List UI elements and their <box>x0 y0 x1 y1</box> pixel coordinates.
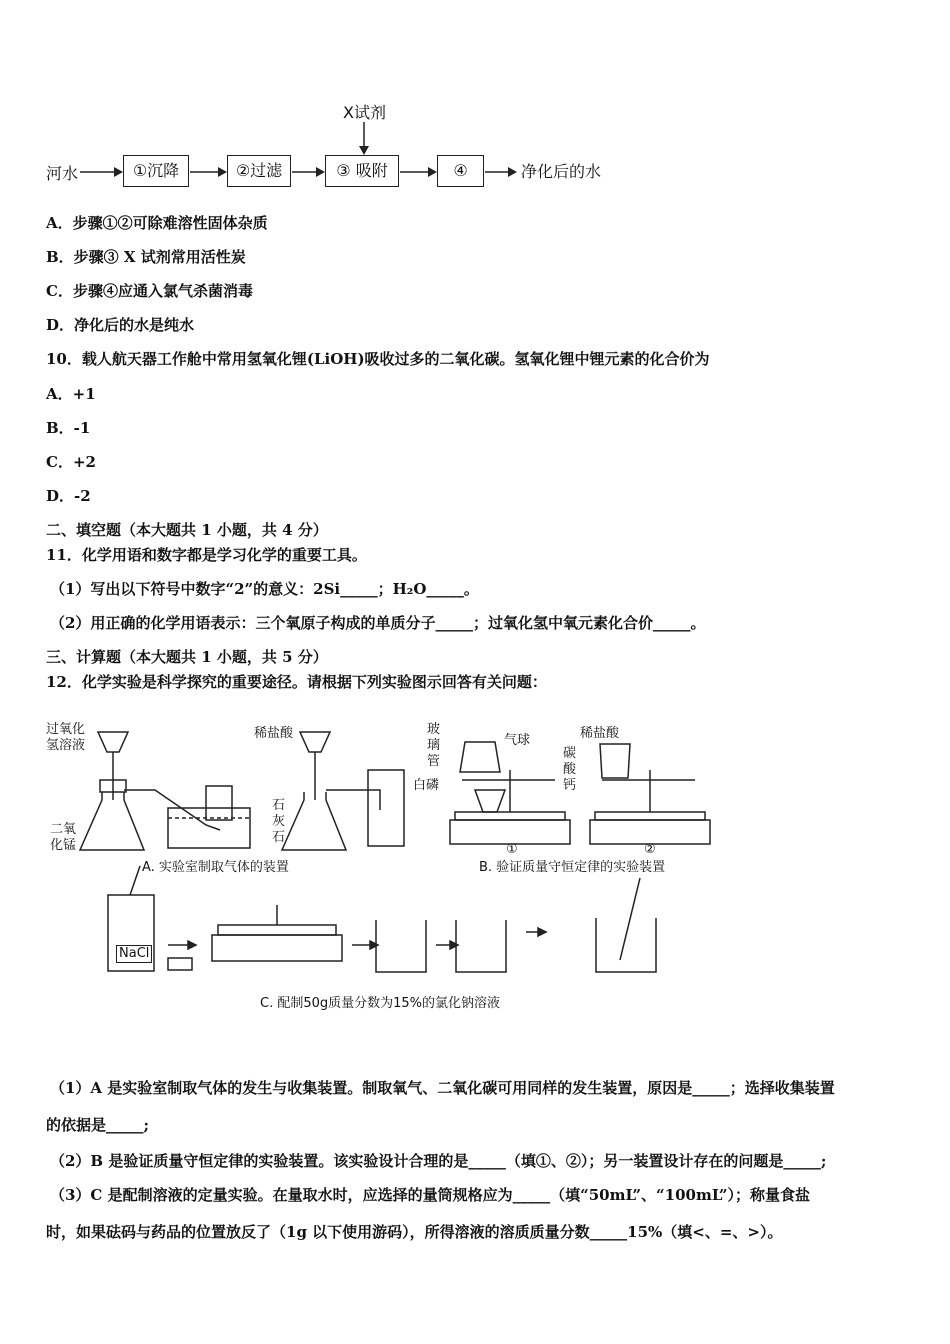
q10-option-d: D．-2 <box>46 487 91 505</box>
q10-option-b: B．-1 <box>46 419 91 437</box>
caption-b: B. 验证质量守恒定律的实验装置 <box>479 860 666 875</box>
flow-step-2: ②过滤 <box>227 155 291 187</box>
label-balloon: 气球 <box>504 733 531 748</box>
separatory-funnel <box>98 732 128 752</box>
beaker-c1 <box>376 920 426 972</box>
q9-option-a: A．步骤①②可除难溶性固体杂质 <box>46 214 268 232</box>
gas-bottle <box>206 786 232 820</box>
q12-stem: 12．化学实验是科学探究的重要途径。请根据下列实验图示回答有关问题： <box>46 673 547 691</box>
label-nacl: NaCl <box>116 945 152 963</box>
q11-part-2: （2）用正确的化学用语表示：三个氧原子构成的单质分子_____；过氧化氢中氧元素化合价_____。 <box>50 614 706 632</box>
water-trough <box>168 808 250 848</box>
collection-bottle <box>368 770 404 846</box>
label-white-phosphorus: 白磷 <box>413 778 440 793</box>
flow-source: 河水 <box>46 164 79 183</box>
label-b-circled-1: ① <box>506 842 518 857</box>
section-2-heading: 二、填空题（本大题共 1 小题，共 4 分） <box>46 521 328 539</box>
caption-a: A. 实验室制取气体的装置 <box>142 860 289 875</box>
label-glass-tube: 玻璃管 <box>427 722 441 769</box>
q12-part-1b: 的依据是_____; <box>46 1116 150 1134</box>
flow-step-4: ④ <box>437 155 484 187</box>
label-limestone: 石灰石 <box>272 798 286 845</box>
flow-step-1: ①沉降 <box>123 155 189 187</box>
q11-part-1: （1）写出以下符号中数字“2”的意义：2Si_____；H₂O_____。 <box>50 580 479 598</box>
label-b-circled-2: ② <box>644 842 656 857</box>
q11-stem: 11．化学用语和数字都是学习化学的重要工具。 <box>46 546 367 564</box>
q12-part-3b: 时，如果砝码与药品的位置放反了（1g 以下使用游码），所得溶液的溶质质量分数_____15%（填<、=、>）。 <box>46 1223 783 1241</box>
q12-part-2: （2）B 是验证质量守恒定律的实验装置。该实验设计合理的是_____（填①、②）；另一装置设计存在的问题是_____; <box>50 1152 827 1170</box>
q10-option-c: C．+2 <box>46 453 96 471</box>
flow-result: 净化后的水 <box>521 162 602 181</box>
label-hydrochloric-acid-a: 稀盐酸 <box>254 726 294 741</box>
q10-option-a: A．+1 <box>46 385 96 403</box>
conical-flask <box>80 792 144 850</box>
flow-reagent: X试剂 <box>343 103 386 122</box>
balance-c <box>212 935 342 961</box>
caption-c: C. 配制50g质量分数为15%的氯化钠溶液 <box>260 996 501 1011</box>
label-calcium-carbonate: 碳酸钙 <box>563 746 577 793</box>
beaker-c2 <box>456 920 506 972</box>
label-hydrochloric-acid-b: 稀盐酸 <box>580 726 620 741</box>
flow-step-3: ③ 吸附 <box>325 155 399 187</box>
flask-b1 <box>460 742 500 772</box>
beaker-c3 <box>596 918 656 972</box>
q12-part-1a: （1）A 是实验室制取气体的发生与收集装置。制取氧气、二氧化碳可用同样的发生装置，原因是_____；选择收集装置 <box>50 1079 835 1097</box>
beaker-b2 <box>600 744 630 778</box>
q10-stem: 10．载人航天器工作舱中常用氢氧化锂(LiOH)吸收过多的二氧化碳。氢氧化锂中锂元素的化合价为 <box>46 350 710 368</box>
label-manganese-dioxide: 二氧化锰 <box>50 822 77 853</box>
q9-option-c: C．步骤④应通入氯气杀菌消毒 <box>46 282 253 300</box>
q9-option-d: D．净化后的水是纯水 <box>46 316 195 334</box>
section-3-heading: 三、计算题（本大题共 1 小题，共 5 分） <box>46 648 328 666</box>
label-hydrogen-peroxide: 过氧化氢溶液 <box>46 722 86 753</box>
q9-option-b: B．步骤③ X 试剂常用活性炭 <box>46 248 246 266</box>
q12-part-3a: （3）C 是配制溶液的定量实验。在量取水时，应选择的量筒规格应为_____（填“50mL”、“100mL”）；称量食盐 <box>50 1186 810 1204</box>
